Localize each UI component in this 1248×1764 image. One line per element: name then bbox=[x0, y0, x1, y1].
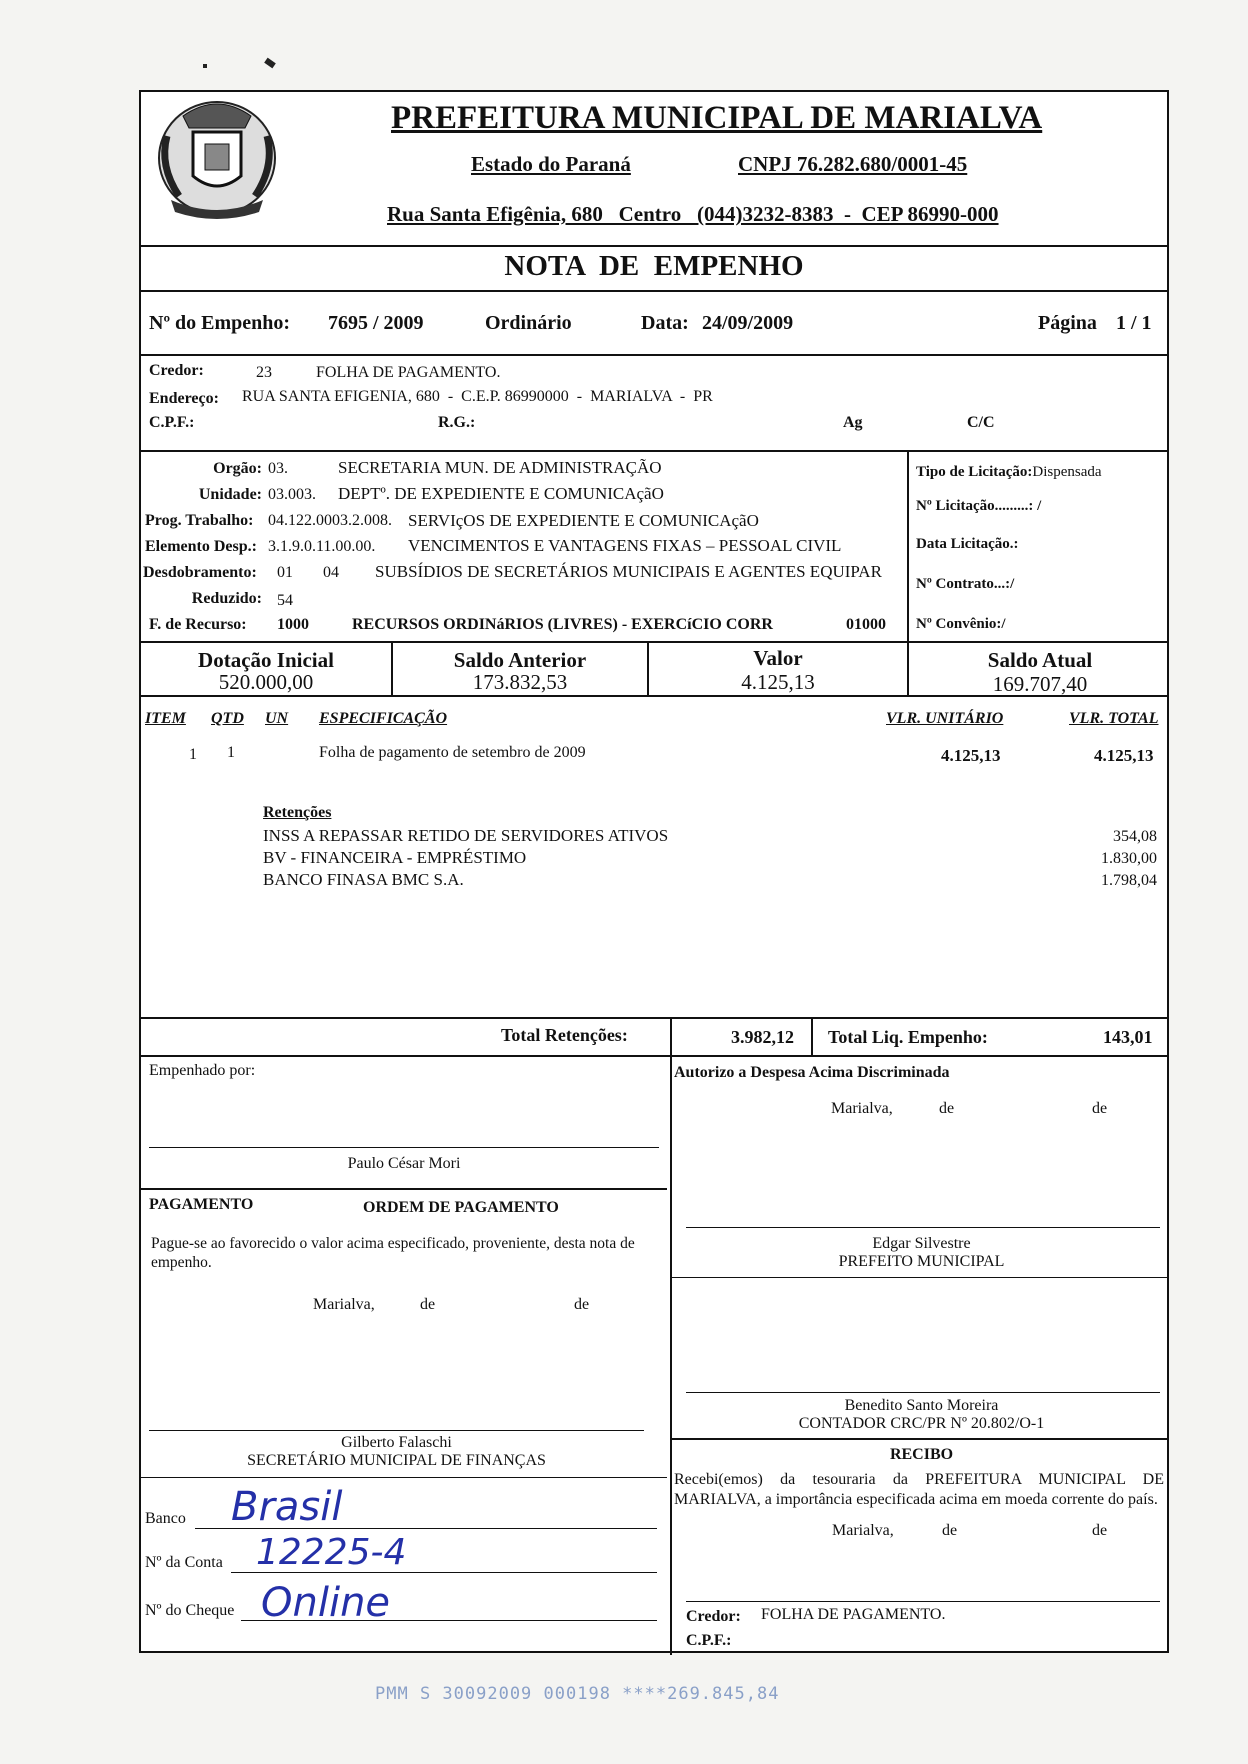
empenho-number-label: Nº do Empenho: bbox=[149, 312, 291, 334]
pagamento-city: Marialva, bbox=[313, 1296, 375, 1313]
dotacao-inicial-label: Dotação Inicial bbox=[198, 648, 334, 672]
unidade-code: 03.003. bbox=[268, 486, 316, 503]
desdobramento-b: 04 bbox=[323, 564, 339, 581]
prog-code: 04.122.0003.2.008. bbox=[268, 512, 392, 529]
elemento-label: Elemento Desp.: bbox=[145, 538, 257, 555]
pagamento-de-1: de bbox=[420, 1296, 436, 1313]
valor-label: Valor bbox=[753, 646, 803, 670]
empenho-type: Ordinário bbox=[485, 312, 572, 334]
banco-label: Banco bbox=[145, 1510, 186, 1527]
prog-value: SERVIçOS DE EXPEDIENTE E COMUNICAçãO bbox=[408, 511, 759, 530]
saldo-anterior-label: Saldo Anterior bbox=[453, 648, 587, 672]
endereco-label: Endereço: bbox=[149, 390, 219, 407]
municipality-title: PREFEITURA MUNICIPAL DE MARIALVA bbox=[391, 100, 1043, 136]
contrato-label: Nº Contrato...:/ bbox=[916, 576, 1015, 592]
desdobramento-a: 01 bbox=[277, 564, 293, 581]
scan-mark bbox=[264, 58, 276, 69]
cpf-label: C.P.F.: bbox=[149, 414, 195, 431]
endereco-value: RUA SANTA EFIGENIA, 680 - C.E.P. 86990000 - MARIALVA - PR bbox=[242, 388, 713, 405]
cheque-label: Nº do Cheque bbox=[145, 1602, 235, 1619]
col-qtd-header: QTD bbox=[211, 710, 244, 727]
pagamento-label: PAGAMENTO bbox=[149, 1196, 254, 1213]
saldo-anterior-value: 173.832,53 bbox=[472, 670, 568, 694]
banco-handwritten: Brasil bbox=[231, 1484, 343, 1530]
col-unit-header: VLR. UNITÁRIO bbox=[886, 710, 1004, 727]
saldo-atual-value: 169.707,40 bbox=[992, 672, 1088, 696]
col-total-header: VLR. TOTAL bbox=[1069, 710, 1159, 727]
credor-name: FOLHA DE PAGAMENTO. bbox=[316, 364, 501, 381]
document-title: NOTA DE EMPENHO bbox=[504, 250, 804, 282]
orgao-label: Orgão: bbox=[213, 460, 262, 477]
unidade-value: DEPTº. DE EXPEDIENTE E COMUNICAçãO bbox=[338, 484, 664, 503]
secretario-role: SECRETÁRIO MUNICIPAL DE FINANÇAS bbox=[247, 1452, 546, 1469]
orgao-value: SECRETARIA MUN. DE ADMINISTRAÇÃO bbox=[338, 458, 662, 477]
recurso-number: 01000 bbox=[846, 616, 886, 633]
conta-label: Nº da Conta bbox=[145, 1554, 223, 1571]
coat-of-arms-logo bbox=[153, 96, 281, 226]
recurso-label: F. de Recurso: bbox=[149, 616, 247, 633]
item-total-value: 4.125,13 bbox=[1094, 746, 1154, 765]
address-label: Rua Santa Efigênia, 680 Centro (044)3232-8383 - CEP 86990-000 bbox=[387, 202, 999, 226]
total-retencoes-label: Total Retenções: bbox=[501, 1025, 628, 1045]
reduzido-value: 54 bbox=[277, 592, 293, 609]
recibo-text: Recebi(emos) da tesouraria da PREFEITURA MUNICIPAL DE MARIALVA, a importância especificada acima em moeda corrente do país. bbox=[674, 1471, 1164, 1508]
empenho-date: 24/09/2009 bbox=[702, 312, 794, 334]
reduzido-label: Reduzido: bbox=[191, 590, 262, 607]
contador-role: CONTADOR CRC/PR Nº 20.802/O-1 bbox=[798, 1415, 1045, 1432]
secretario-name: Gilberto Falaschi bbox=[341, 1434, 452, 1451]
convenio-label: Nº Convênio:/ bbox=[916, 616, 1006, 632]
col-un-header: UN bbox=[265, 710, 289, 727]
recurso-code: 1000 bbox=[277, 616, 309, 633]
data-licitacao-label: Data Licitação.: bbox=[916, 536, 1019, 552]
item-number: 1 bbox=[189, 746, 197, 763]
credor-label: Credor: bbox=[149, 362, 204, 379]
ag-label: Ag bbox=[843, 414, 863, 431]
date-label: Data: bbox=[641, 312, 689, 334]
rg-label: R.G.: bbox=[438, 414, 476, 431]
nota-de-empenho-form bbox=[139, 90, 1169, 1653]
page-number: 1 / 1 bbox=[1116, 312, 1152, 334]
retencao-desc: BANCO FINASA BMC S.A. bbox=[263, 870, 464, 889]
cheque-handwritten: Online bbox=[261, 1580, 391, 1626]
scan-mark bbox=[203, 64, 207, 68]
elemento-code: 3.1.9.0.11.00.00. bbox=[268, 538, 376, 555]
item-description: Folha de pagamento de setembro de 2009 bbox=[319, 744, 586, 761]
recibo-title: RECIBO bbox=[889, 1446, 954, 1463]
recibo-de-2: de bbox=[1092, 1522, 1108, 1539]
cnpj-label: CNPJ 76.282.680/0001-45 bbox=[738, 152, 968, 176]
total-liquido-value: 143,01 bbox=[1103, 1027, 1153, 1047]
orgao-code: 03. bbox=[268, 460, 288, 477]
recibo-city: Marialva, bbox=[832, 1522, 894, 1539]
recurso-value: RECURSOS ORDINáRIOS (LIVRES) - EXERCíCIO CORR bbox=[352, 616, 773, 633]
footer-stamp: PMM S 30092009 000198 ****269.845,84 bbox=[375, 1684, 780, 1704]
desdobramento-label: Desdobramento: bbox=[143, 564, 257, 581]
recibo-credor-value: FOLHA DE PAGAMENTO. bbox=[761, 1606, 946, 1623]
retencao-desc: BV - FINANCEIRA - EMPRÉSTIMO bbox=[263, 848, 527, 867]
col-espec-header: ESPECIFICAÇÃO bbox=[319, 710, 448, 727]
tipo-licitacao-value: Dispensada bbox=[1032, 464, 1102, 480]
retencoes-title: Retenções bbox=[263, 804, 332, 821]
prog-label: Prog. Trabalho: bbox=[145, 512, 254, 529]
retencao-value: 1.798,04 bbox=[1101, 872, 1157, 889]
autorizo-city: Marialva, bbox=[831, 1100, 893, 1117]
desdobramento-value: SUBSÍDIOS DE SECRETÁRIOS MUNICIPAIS E AGENTES EQUIPAR bbox=[375, 562, 882, 581]
ordem-pagamento-label: ORDEM DE PAGAMENTO bbox=[363, 1199, 559, 1216]
retencao-value: 354,08 bbox=[1113, 828, 1157, 845]
autorizo-de-2: de bbox=[1092, 1100, 1108, 1117]
retencao-desc: INSS A REPASSAR RETIDO DE SERVIDORES ATIVOS bbox=[263, 826, 669, 845]
autorizo-de-1: de bbox=[939, 1100, 955, 1117]
dotacao-inicial-value: 520.000,00 bbox=[218, 670, 314, 694]
saldo-atual-label: Saldo Atual bbox=[987, 648, 1093, 672]
recibo-de-1: de bbox=[942, 1522, 958, 1539]
recibo-credor-label: Credor: bbox=[686, 1608, 741, 1625]
empenhado-por-name: Paulo César Mori bbox=[347, 1155, 461, 1172]
elemento-value: VENCIMENTOS E VANTAGENS FIXAS – PESSOAL CIVIL bbox=[408, 536, 842, 555]
cc-label: C/C bbox=[967, 414, 995, 431]
total-retencoes-value: 3.982,12 bbox=[731, 1027, 794, 1047]
pagamento-de-2: de bbox=[574, 1296, 590, 1313]
conta-handwritten: 12225-4 bbox=[256, 1532, 407, 1573]
total-liquido-label: Total Liq. Empenho: bbox=[828, 1027, 988, 1047]
unidade-label: Unidade: bbox=[198, 486, 262, 503]
item-qtd: 1 bbox=[227, 744, 235, 761]
empenhado-por-label: Empenhado por: bbox=[149, 1062, 256, 1079]
empenho-number: 7695 / 2009 bbox=[328, 312, 424, 334]
state-label: Estado do Paraná bbox=[471, 152, 631, 176]
page-label: Página bbox=[1038, 312, 1097, 334]
prefeito-role: PREFEITO MUNICIPAL bbox=[838, 1253, 1005, 1270]
retencao-value: 1.830,00 bbox=[1101, 850, 1157, 867]
pagamento-text: Pague-se ao favorecido o valor acima especificado, proveniente, desta nota de empenho. bbox=[151, 1235, 635, 1271]
valor-value: 4.125,13 bbox=[741, 670, 815, 694]
item-unit-value: 4.125,13 bbox=[941, 746, 1001, 765]
autorizo-label: Autorizo a Despesa Acima Discriminada bbox=[674, 1064, 950, 1081]
numero-licitacao-label: Nº Licitação.........: / bbox=[916, 498, 1042, 514]
tipo-licitacao-label: Tipo de Licitação:Dispensada bbox=[916, 464, 1102, 480]
col-item-header: ITEM bbox=[145, 710, 186, 727]
contador-name: Benedito Santo Moreira bbox=[844, 1397, 999, 1414]
credor-code: 23 bbox=[256, 364, 272, 381]
prefeito-name: Edgar Silvestre bbox=[872, 1235, 971, 1252]
recibo-cpf-label: C.P.F.: bbox=[686, 1632, 732, 1649]
